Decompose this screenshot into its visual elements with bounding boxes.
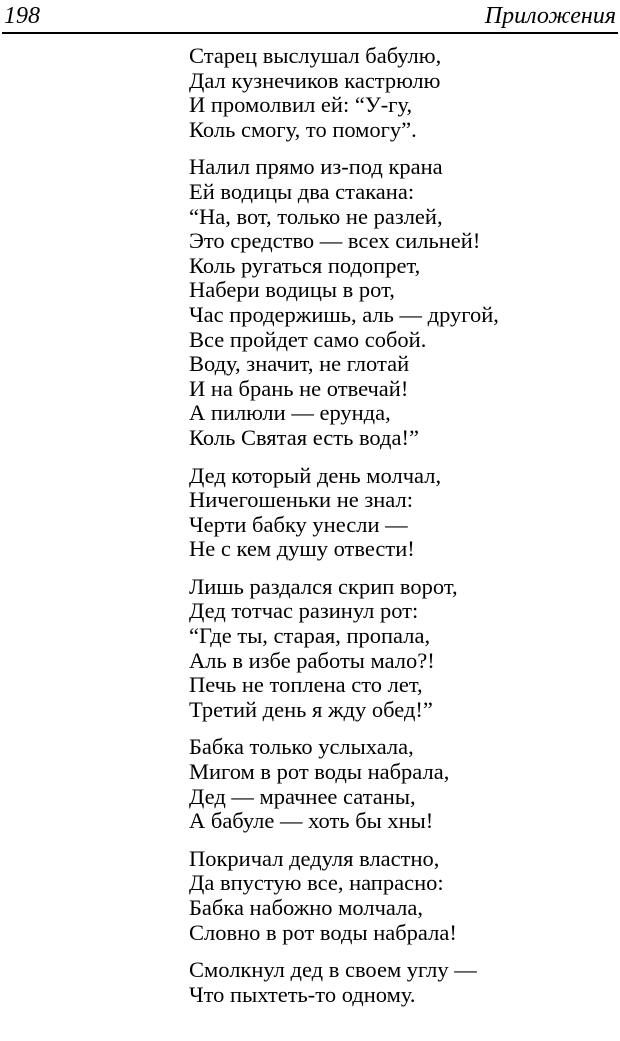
poem-line: Бабка только услыхала, [189,734,414,760]
poem-line: А бабуле — хоть бы хны! [189,808,434,834]
poem-text [189,44,609,1020]
poem-line: Бабка набожно молчала, [189,895,423,920]
stanza [189,464,609,562]
poem-line: Дал кузнечиков кастрюлю [189,67,441,93]
poem-line: Лишь раздался скрип ворот, [189,573,458,599]
stanza [189,847,609,945]
stanza [189,44,609,142]
poem-line: Это средство — всех сильней! [189,228,481,254]
poem-line: Что пыхтеть-то одному. [189,981,416,1007]
poem-line: Дед который день молчал, [189,462,442,488]
poem-line: “На, вот, только не разлей, [189,203,443,229]
poem-line: Все пройдет само собой. [189,326,427,352]
poem-line: И промолвил ей: “У-гу, [189,92,413,118]
poem-line: Да впустую все, напрасно: [189,870,444,896]
poem-line: Налил прямо из-под крана [189,154,443,180]
poem-line: Дед — мрачнее сатаны, [189,783,416,809]
page-number: 198 [4,3,40,29]
poem-line: “Где ты, старая, пропала, [189,623,431,649]
stanza [189,155,609,450]
poem-line: Коль ругаться подопрет, [189,252,421,278]
poem-line: Третий день я жду обед!” [189,696,433,722]
poem-line: Словно в рот воды набрала! [189,919,457,945]
poem-line: А пилюли — ерунда, [189,400,391,426]
poem-line: Печь не топлена сто лет, [189,672,423,698]
stanza [189,575,609,723]
poem-line: Ей водицы два стакана: [189,178,415,204]
poem-line: Черти бабку унесли — [189,511,408,537]
header-rule [2,32,618,34]
poem-line: Смолкнул дед в своем углу — [189,957,477,983]
poem-line: Покричал дедуля властно, [189,845,440,871]
poem-line: Старец выслушал бабулю, [189,43,442,68]
poem-line: Коль смогу, то помогу”. [189,116,417,142]
running-head [0,0,620,34]
poem-line: И на брань не отвечай! [189,375,409,401]
poem-line: Дед тотчас разинул рот: [189,598,419,624]
section-title: Приложения [484,3,616,29]
stanza [189,735,609,833]
poem-line: Не с кем душу отвести! [189,536,415,562]
poem-line: Час продержишь, аль — другой, [189,301,499,327]
poem-line: Воду, значит, не глотай [189,351,410,377]
poem-line: Аль в избе работы мало?! [189,647,435,673]
poem-line: Набери водицы в рот, [189,277,395,303]
poem-line: Коль Святая есть вода!” [189,424,419,450]
stanza [189,958,609,1007]
poem-line: Ничегошеньки не знал: [189,487,413,513]
poem-line: Мигом в рот воды набрала, [189,759,450,785]
